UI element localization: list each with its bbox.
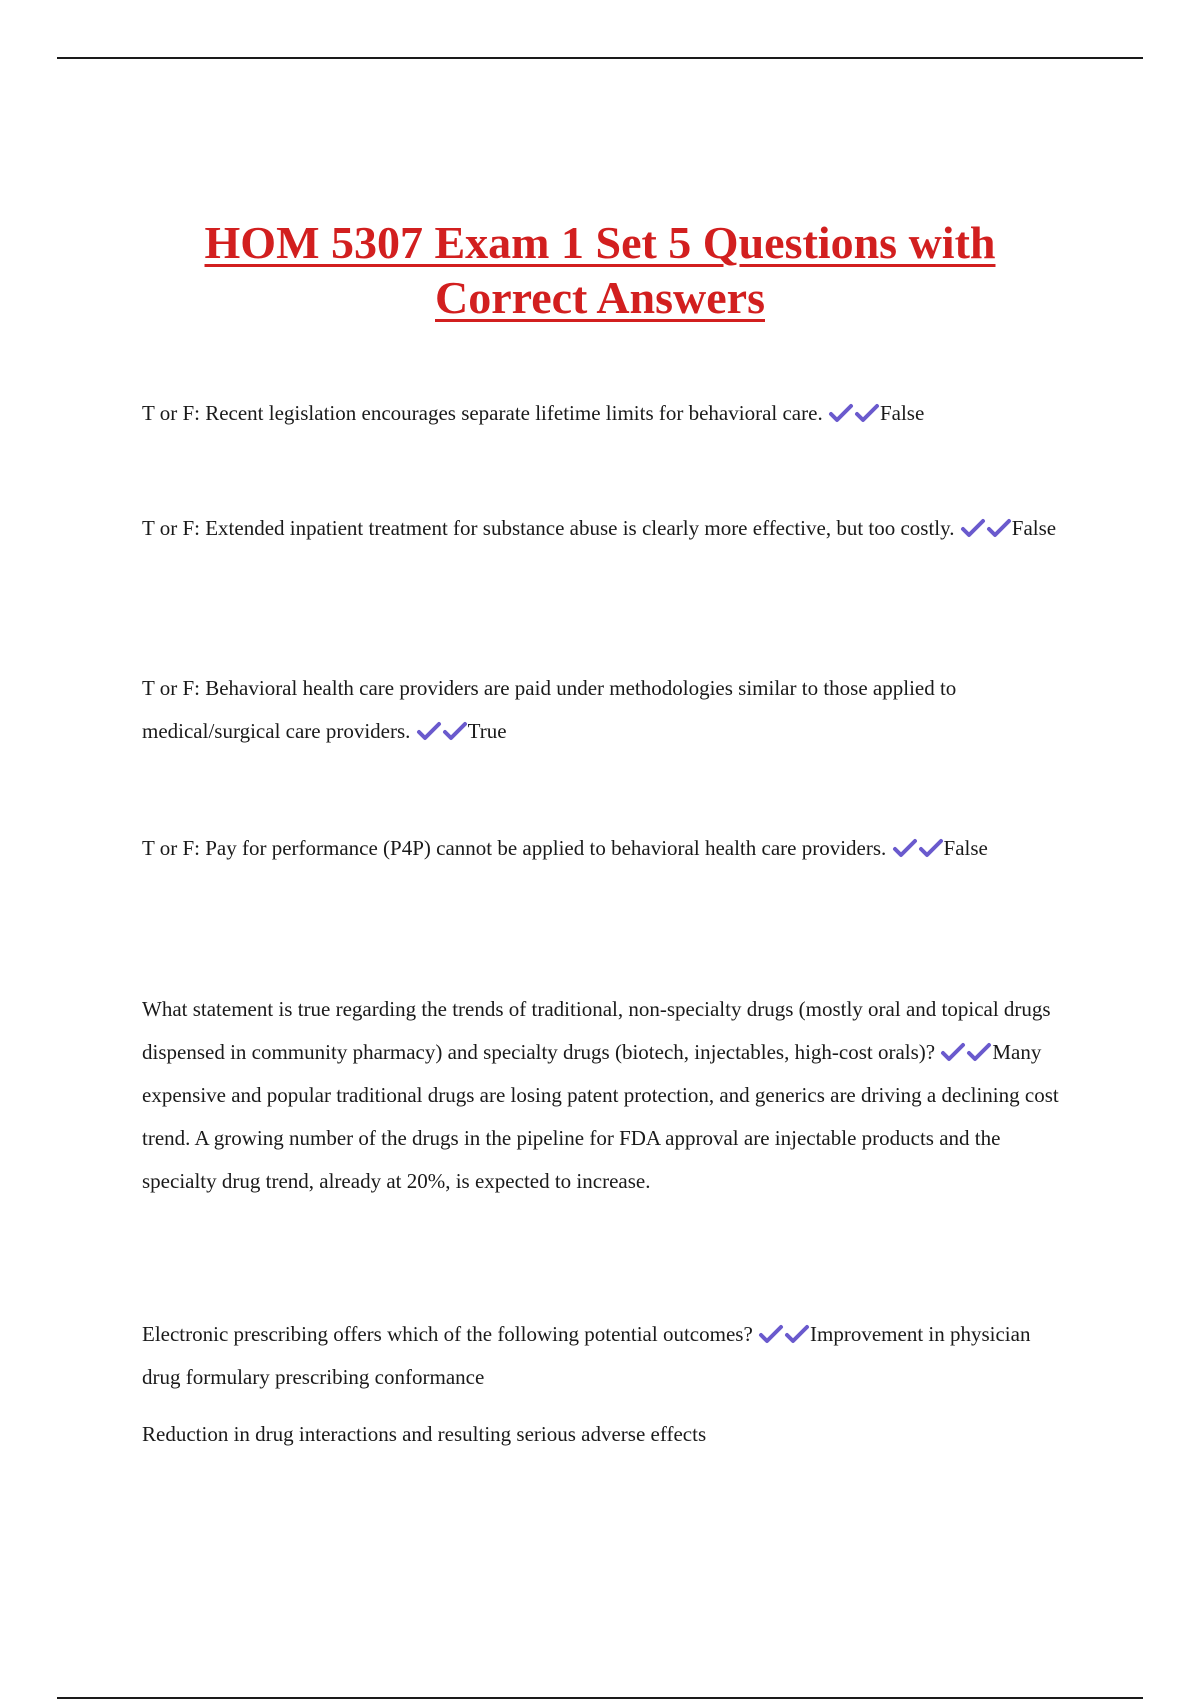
checkmark-icon [758, 1324, 784, 1344]
bottom-rule [57, 1697, 1143, 1699]
checkmark-icon [960, 518, 986, 538]
answer-marker [828, 401, 880, 425]
qa-item-1 [142, 392, 1062, 435]
checkmark-icon [416, 721, 442, 741]
checkmark-icon [940, 1042, 966, 1062]
answer-marker [758, 1322, 810, 1346]
document-title [0, 215, 1200, 325]
top-rule [57, 57, 1143, 59]
question-text: T or F: Recent legislation encourages separate lifetime limits for behavioral care. [142, 401, 823, 425]
checkmark-icon [986, 518, 1012, 538]
answer-text: False [879, 401, 925, 425]
answer-text: True [467, 719, 507, 743]
question-text: T or F: Pay for performance (P4P) cannot be applied to behavioral health care providers. [142, 836, 887, 860]
checkmark-icon [784, 1324, 810, 1344]
qa-item-2 [142, 507, 1062, 550]
title-line-2: Correct Answers [435, 272, 765, 323]
answer-marker [960, 516, 1012, 540]
qa-item-5 [142, 988, 1062, 1203]
checkmark-icon [854, 403, 880, 423]
question-text: What statement is true regarding the trends of traditional, non-specialty drugs (mostly oral and topical drugs dispensed in community pharmacy) and specialty drugs (biotech, injectables, high-cost orals)? [142, 997, 1051, 1064]
question-text: T or F: Extended inpatient treatment for substance abuse is clearly more effective, but too costly. [142, 516, 955, 540]
answer-text: False [1011, 516, 1057, 540]
extra-answer-paragraph: Reduction in drug interactions and resulting serious adverse effects [142, 1422, 707, 1446]
answer-marker [940, 1040, 992, 1064]
checkmark-icon [892, 838, 918, 858]
answer-text: Many expensive and popular traditional drugs are losing patent protection, and generics are driving a declining cost trend. A growing number of the drugs in the pipeline for FDA approval are injectable products and the specialty drug trend, already at 20%, is expected to increase. [142, 1040, 1059, 1193]
answer-marker [892, 836, 944, 860]
answer-marker [416, 719, 468, 743]
checkmark-icon [966, 1042, 992, 1062]
title-line-1: HOM 5307 Exam 1 Set 5 Questions with [204, 217, 996, 268]
checkmark-icon [442, 721, 468, 741]
checkmark-icon [828, 403, 854, 423]
question-text: Electronic prescribing offers which of the following potential outcomes? [142, 1322, 753, 1346]
qa-item-6 [142, 1313, 1062, 1399]
checkmark-icon [918, 838, 944, 858]
answer-text: Improvement in physician drug formulary prescribing conformance [142, 1322, 1031, 1389]
qa-item-3 [142, 667, 1062, 753]
answer-text: False [943, 836, 988, 860]
question-text: T or F: Behavioral health care providers are paid under methodologies similar to those applied to medical/surgical care providers. [142, 676, 957, 743]
qa-item-4 [142, 827, 1062, 870]
